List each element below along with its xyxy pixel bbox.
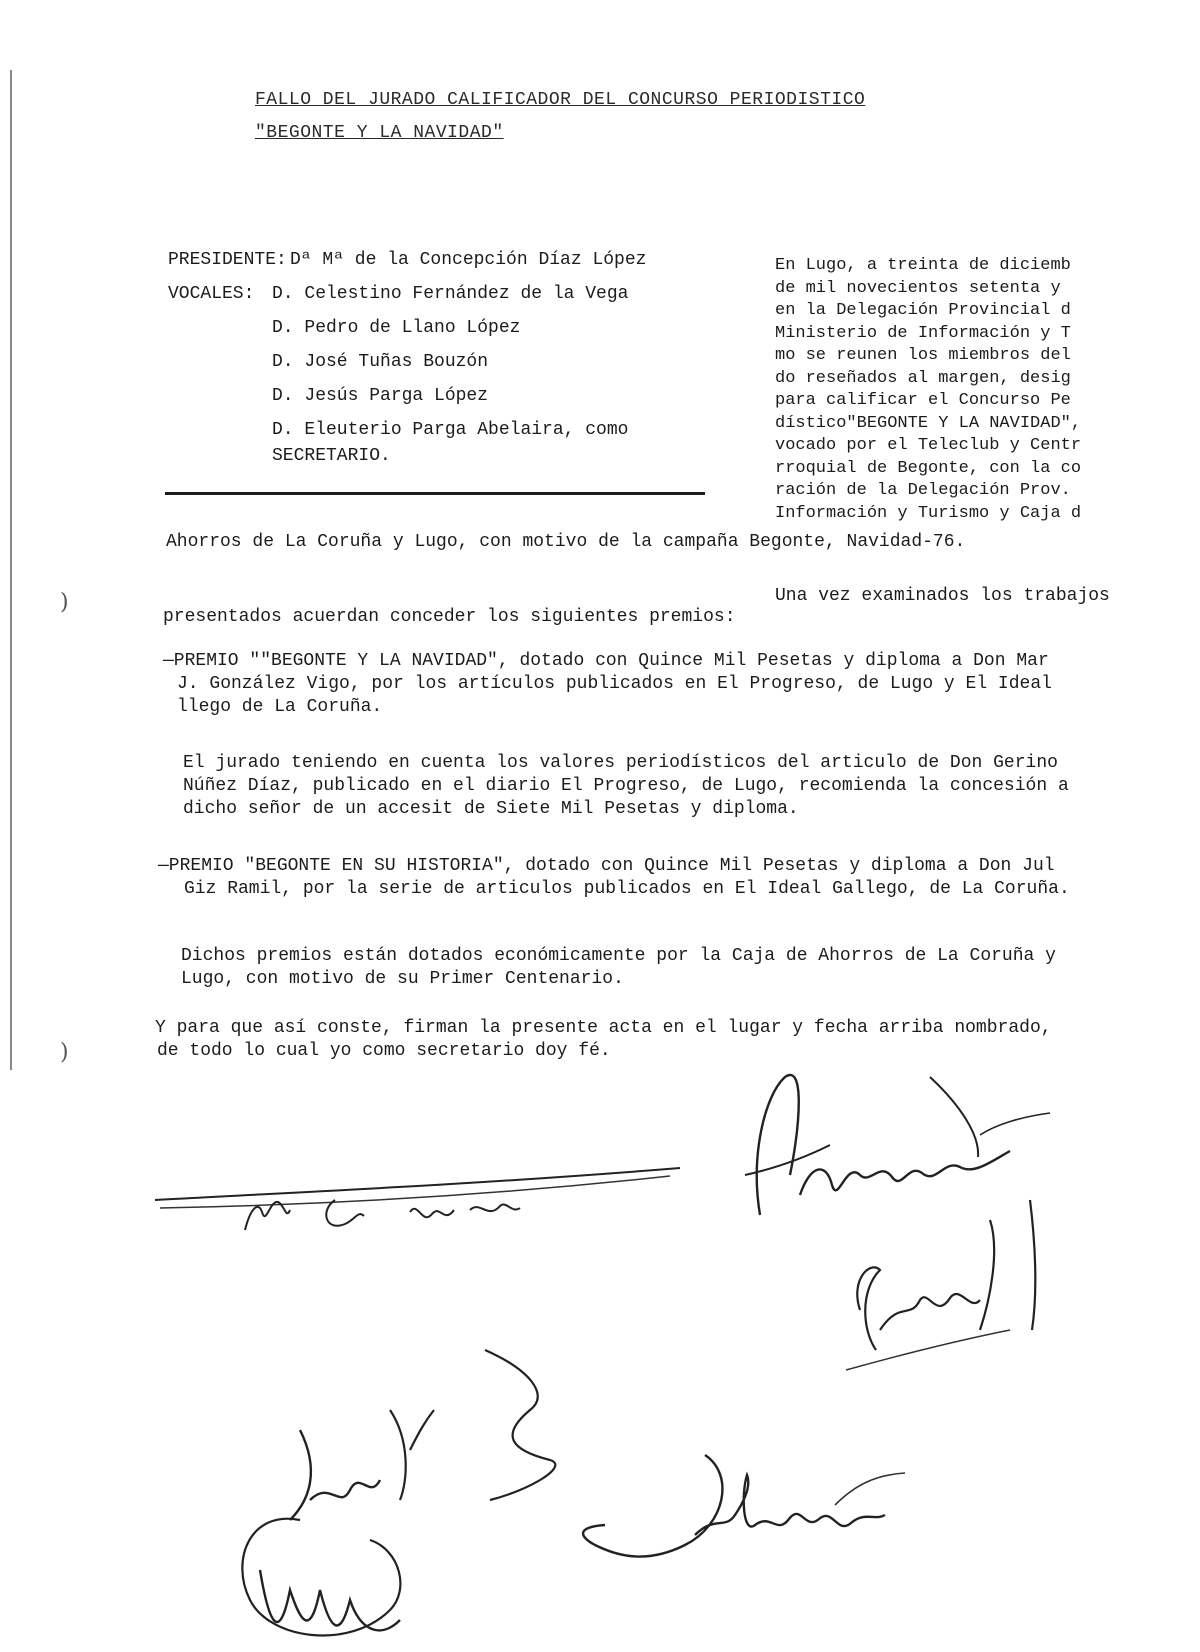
preamble-line: rroquial de Begonte, con la co xyxy=(775,458,1082,478)
prize-2-line: —PREMIO "BEGONTE EN SU HISTORIA", dotado con Quince Mil Pesetas y diploma a Don Jul xyxy=(158,856,1055,876)
margin-bracket: ) xyxy=(60,590,69,615)
funding-paragraph xyxy=(181,945,1056,991)
vocal-item: D. Pedro de Llano López xyxy=(272,318,521,338)
signature-1 xyxy=(150,1140,690,1260)
preamble-tail: Ahorros de La Coruña y Lugo, con motivo de la campaña Begonte, Navidad-76. xyxy=(166,532,966,552)
accesit-paragraph xyxy=(183,752,1069,821)
vocal-item: D. Jesús Parga López xyxy=(272,386,489,406)
signature-5 xyxy=(575,1445,955,1575)
preamble-line: Información y Turismo y Caja d xyxy=(775,503,1082,523)
document-title: FALLO DEL JURADO CALIFICADOR DEL CONCURSO PERIODISTICO xyxy=(255,90,866,110)
preamble-column xyxy=(775,255,1175,525)
separator-rule xyxy=(165,492,705,495)
vocales-label: VOCALES: xyxy=(168,284,255,304)
exam-line-1: Una vez examinados los trabajos xyxy=(775,586,1110,606)
president-name: Dª Mª de la Concepción Díaz López xyxy=(290,250,647,270)
president-label: PRESIDENTE: xyxy=(168,250,287,270)
exam-line-2: presentados acuerdan conceder los siguientes premios: xyxy=(163,607,736,627)
preamble-line: ración de la Delegación Prov. xyxy=(775,481,1071,500)
prize-1-line: —PREMIO ""BEGONTE Y LA NAVIDAD", dotado con Quince Mil Pesetas y diploma a Don Mar xyxy=(163,651,1049,671)
funding-line: Lugo, con motivo de su Primer Centenario. xyxy=(181,969,624,989)
prize-1-line: J. González Vigo, por los artículos publicados en El Progreso, de Lugo y El Ideal xyxy=(177,674,1052,694)
prize-2-paragraph xyxy=(158,855,1070,901)
preamble-line: dístico"BEGONTE Y LA NAVIDAD", xyxy=(775,413,1082,433)
preamble-line: Ministerio de Información y T xyxy=(775,323,1071,343)
preamble-line: mo se reunen los miembros del xyxy=(775,346,1071,365)
signature-3 xyxy=(840,1180,1070,1380)
preamble-line: para calificar el Concurso Pe xyxy=(775,391,1071,410)
prize-1-paragraph xyxy=(163,650,1052,719)
preamble-line: vocado por el Teleclub y Centr xyxy=(775,436,1082,455)
scan-edge-line xyxy=(10,70,12,1070)
preamble-line: do reseñados al margen, desig xyxy=(775,368,1071,388)
accesit-line: dicho señor de un accesit de Siete Mil Pesetas y diploma. xyxy=(183,799,799,819)
vocal-item: D. Celestino Fernández de la Vega xyxy=(272,284,629,304)
document-subtitle: "BEGONTE Y LA NAVIDAD" xyxy=(255,123,504,143)
margin-bracket: ) xyxy=(60,1040,69,1065)
prize-1-line: llego de La Coruña. xyxy=(177,697,383,717)
closing-paragraph xyxy=(155,1017,1052,1063)
vocal-item: SECRETARIO. xyxy=(272,446,391,466)
accesit-line: El jurado teniendo en cuenta los valores periodísticos del articulo de Don Gerino xyxy=(183,753,1058,773)
preamble-line: de mil novecientos setenta y xyxy=(775,278,1061,298)
prize-2-line: Giz Ramil, por la serie de articulos publicados en El Ideal Gallego, de La Coruña. xyxy=(184,879,1070,899)
vocal-item: D. Eleuterio Parga Abelaira, como xyxy=(272,420,629,440)
preamble-line: en la Delegación Provincial d xyxy=(775,301,1071,320)
signature-4 xyxy=(230,1340,590,1650)
funding-line: Dichos premios están dotados económicamente por la Caja de Ahorros de La Coruña y xyxy=(181,946,1056,966)
accesit-line: Núñez Díaz, publicado en el diario El Progreso, de Lugo, recomienda la concesión a xyxy=(183,776,1069,796)
vocal-item: D. José Tuñas Bouzón xyxy=(272,352,489,372)
preamble-line: En Lugo, a treinta de diciemb xyxy=(775,256,1071,275)
closing-line: de todo lo cual yo como secretario doy fé. xyxy=(157,1041,611,1061)
closing-line: Y para que así conste, firman la presente acta en el lugar y fecha arriba nombrado, xyxy=(155,1018,1052,1038)
